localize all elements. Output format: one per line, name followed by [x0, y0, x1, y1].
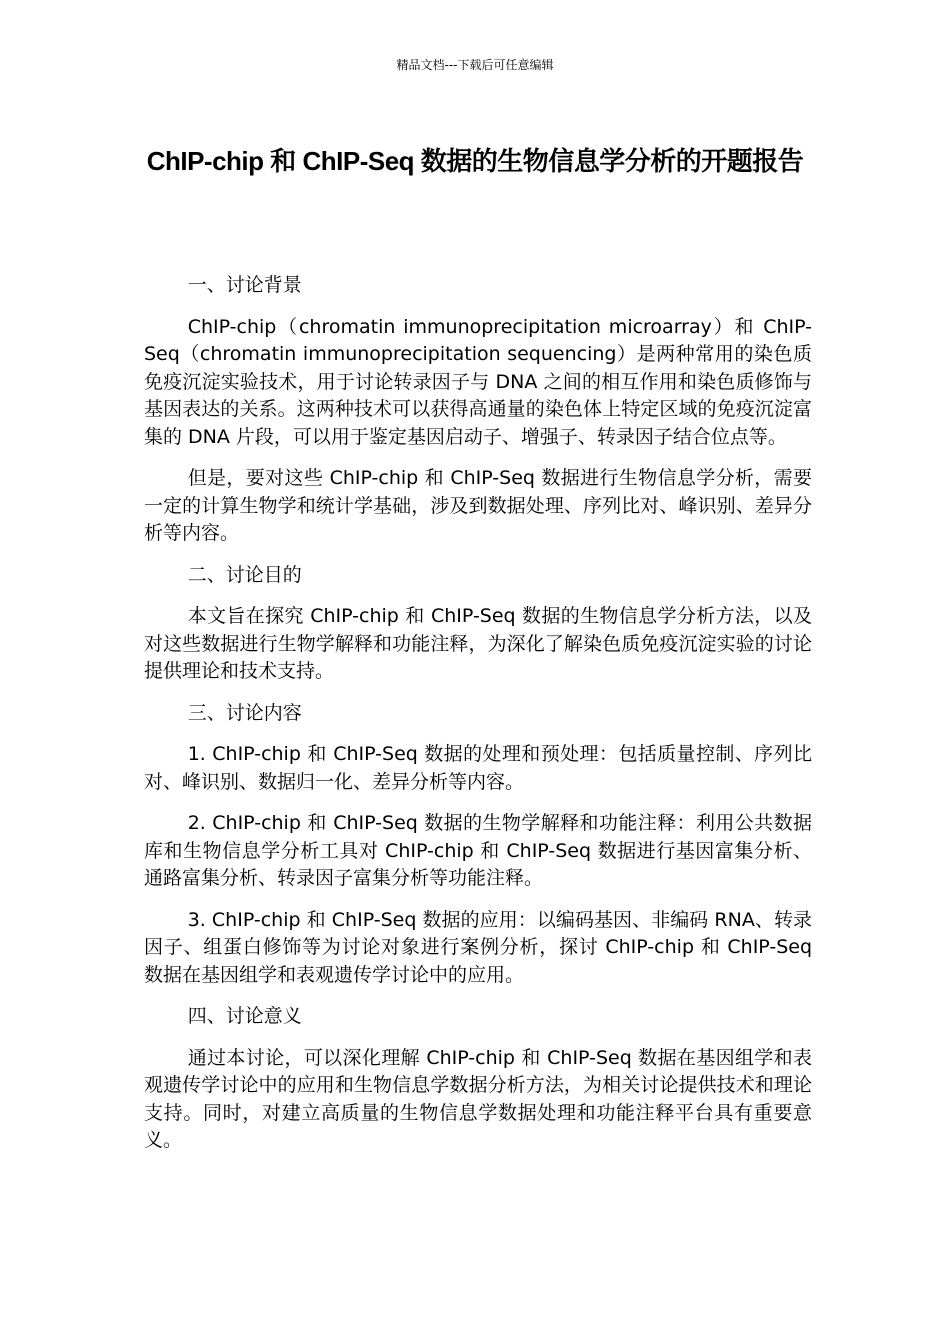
paragraph-background-2: 但是，要对这些 ChIP-chip 和 ChIP-Seq 数据进行生物信息学分析，需要一定的计算生物学和统计学基础，涉及到数据处理、序列比对、峰识别、差异分析等内容。 [144, 467, 812, 544]
header-note: 精品文档---下载后可任意编辑 [396, 58, 554, 72]
section-heading-background: 一、讨论背景 [187, 274, 302, 296]
paragraph-content-1: 1. ChIP-chip 和 ChIP-Seq 数据的处理和预处理：包括质量控制、序列比对、峰识别、数据归一化、差异分析等内容。 [144, 743, 812, 793]
section-heading-content: 三、讨论内容 [187, 701, 302, 724]
paragraph-content-2: 2. ChIP-chip 和 ChIP-Seq 数据的生物学解释和功能注释：利用公共数据库和生物信息学分析工具对 ChIP-chip 和 ChIP-Seq 数据进行基因富集分析、通路富集分析、转录因子富集分析等功能注释。 [144, 812, 812, 889]
paragraph-significance-1: 通过本讨论，可以深化理解 ChIP-chip 和 ChIP-Seq 数据在基因组学和表观遗传学讨论中的应用和生物信息学数据分析方法，为相关讨论提供技术和理论支持。同时，对建立高质量的生物信息学数据处理和功能注释平台具有重要意义。 [144, 1046, 812, 1151]
section-heading-purpose: 二、讨论目的 [187, 563, 302, 586]
document-body [144, 272, 812, 1169]
section-heading-significance: 四、讨论意义 [187, 1005, 302, 1027]
paragraph-background-1: ChIP-chip（chromatin immunoprecipitation microarray）和 ChIP-Seq（chromatin immunoprecipitation sequencing）是两种常用的染色质免疫沉淀实验技术，用于讨论转录因子与 DNA 之间的相互作用和染色质修饰与基因表达的关系。这两种技术可以获得高通量的染色体上特定区域的免疫沉淀富集的 DNA 片段，可以用于鉴定基因启动子、增强子、转录因子结合位点等。 [144, 315, 812, 448]
document-title: ChIP-chip 和 ChIP-Seq 数据的生物信息学分析的开题报告 [146, 146, 804, 176]
paragraph-content-3: 3. ChIP-chip 和 ChIP-Seq 数据的应用：以编码基因、非编码 RNA、转录因子、组蛋白修饰等为讨论对象进行案例分析，探讨 ChIP-chip 和 ChIP-Seq 数据在基因组学和表观遗传学讨论中的应用。 [144, 908, 812, 986]
paragraph-purpose-1: 本文旨在探究 ChIP-chip 和 ChIP-Seq 数据的生物信息学分析方法，以及对这些数据进行生物学解释和功能注释，为深化了解染色质免疫沉淀实验的讨论提供理论和技术支持。 [144, 605, 812, 682]
